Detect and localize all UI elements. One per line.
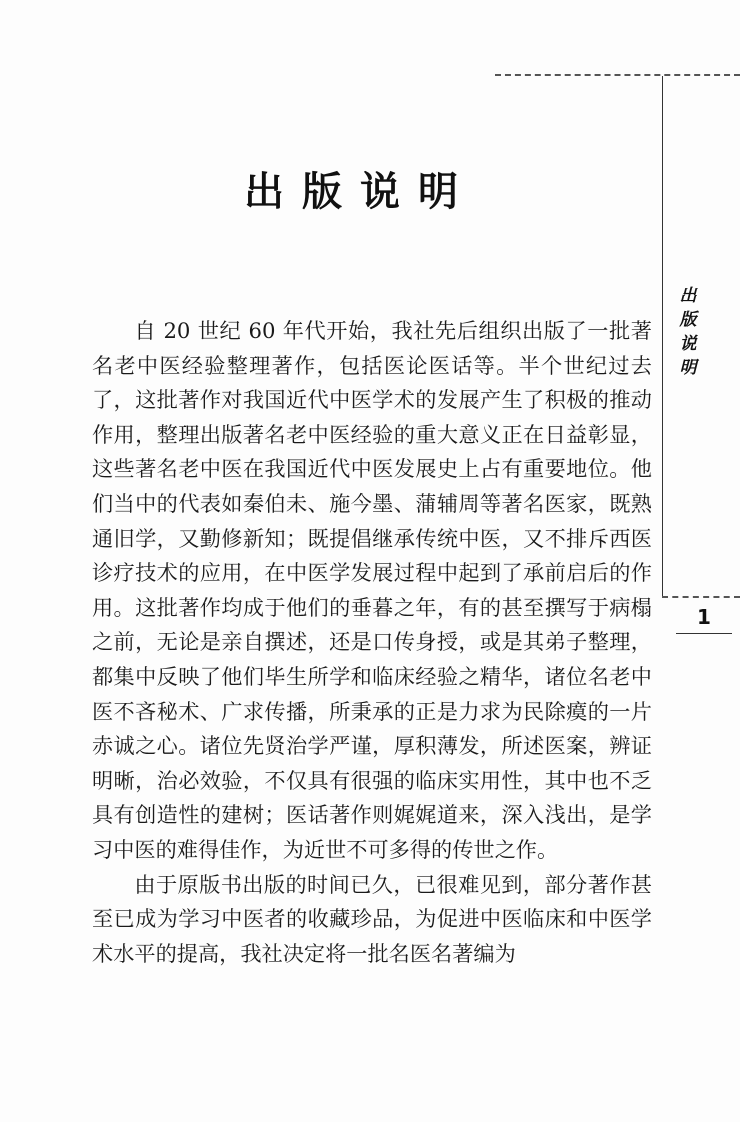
paragraph: 由于原版书出版的时间已久，已很难见到，部分著作甚至已成为学习中医者的收藏珍品，为促进中医临床和中医学术水平的提高，我社决定将一批名医名著编为 [92,871,652,966]
side-label-char: 说 [679,334,697,354]
top-dashed-rule [495,74,740,76]
side-label-char: 明 [679,358,697,378]
running-section-label [677,284,699,380]
margin-vertical-rule [662,76,663,596]
page-title: 出版说明 [244,169,476,215]
paragraph: 自 20 世纪 60 年代开始，我社先后组织出版了一批著名老中医经验整理著作，包括医论医话等。半个世纪过去了，这批著作对我国近代中医学术的发展产生了积极的推动作用，整理出版著名老中医经验的重大意义正在日益彰显，这些著名老中医在我国近代中医发展史上占有重要地位。他们当中的代表如秦伯未、施今墨、蒲辅周等著名医家，既熟通旧学，又勤修新知；既提倡继承传统中医，又不排斥西医诊疗技术的应用，在中医学发展过程中起到了承前启后的作用。这批著作均成于他们的垂暮之年，有的甚至撰写于病榻之前，无论是亲自撰述，还是口传身授，或是其弟子整理，都集中反映了他们毕生所学和临床经验之精华，诸位名老中医不吝秘术、广求传播，所秉承的正是力求为民除瘼的一片赤诚之心。诸位先贤治学严谨，厚积薄发，所述医案，辨证明晰，治必效验，不仅具有很强的临床实用性，其中也不乏具有创造性的建树；医话著作则娓娓道来，深入浅出，是学习中医的难得佳作，为近世不可多得的传世之作。 [92,318,652,862]
side-label-char: 出 [679,286,697,306]
page-number: 1 [697,605,711,629]
page-number-rule [676,633,732,634]
side-label-char: 版 [679,310,697,330]
margin-dashed-rule [662,596,740,598]
body-text [92,314,652,971]
